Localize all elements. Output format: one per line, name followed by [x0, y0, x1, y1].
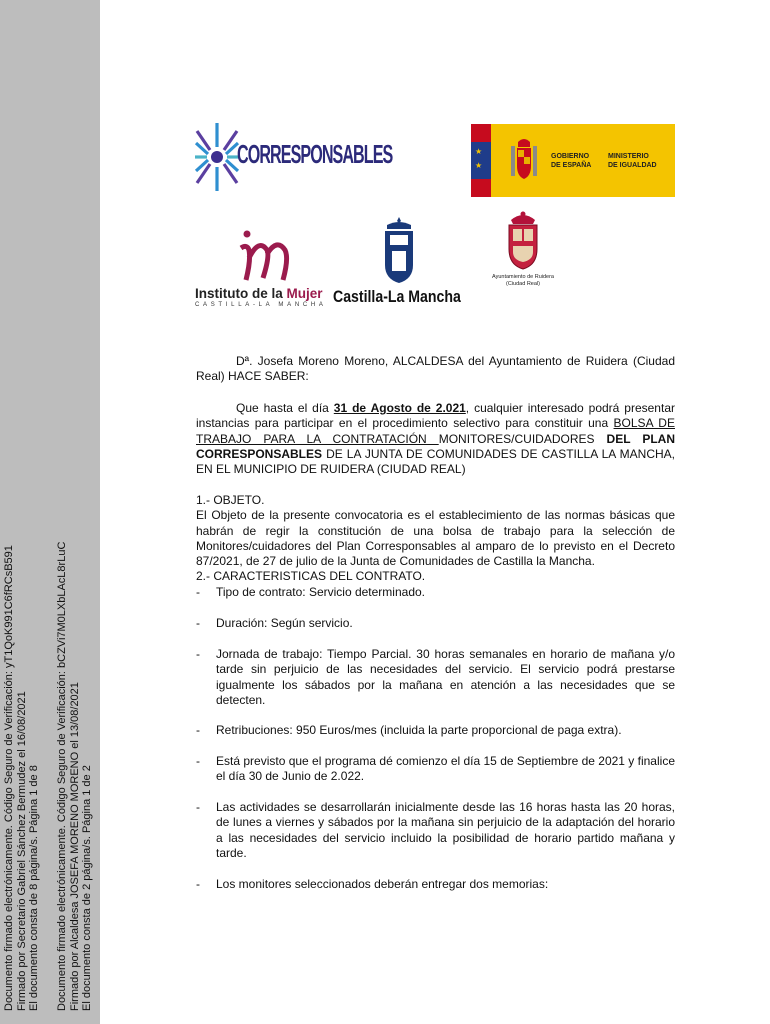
announcement-paragraph: Que hasta el día 31 de Agosto de 2.021, cualquier interesado podrá presentar instancias para participar en el procedimiento selectivo para constituir una BOLSA DE TRABAJO PARA LA CONTRATACIÓN MONITORES/CUIDADORES DEL PLAN CORRESPONSABLES DE LA JUNTA DE COMUNIDADES DE CASTILLA LA MANCHA, EN EL MUNICIPIO DE RUIDERA (CIUDAD REAL): [196, 401, 675, 477]
intro-paragraph: Dª. Josefa Moreno Moreno, ALCALDESA del Ayuntamiento de Ruidera (Ciudad Real) HACE SABER:: [196, 354, 675, 384]
ayuntamiento-ruidera-logo: [483, 210, 563, 290]
list-item: - Los monitores seleccionados deberán entregar dos memorias:: [196, 877, 549, 891]
list-item: - Retribuciones: 950 Euros/mes (incluida la parte proporcional de paga extra).: [196, 723, 622, 737]
signature-block-secretario: [3, 545, 41, 1011]
list-item: - Tipo de contrato: Servicio determinado.: [196, 585, 425, 599]
list-item: - Duración: Según servicio.: [196, 616, 353, 630]
im-monogram-icon: [233, 228, 313, 286]
signature-line: Documento firmado electrónicamente. Código Seguro de Verificación: yT1QoK991C6fRCsB591: [3, 545, 15, 1011]
svg-text:★: ★: [475, 161, 483, 170]
gobierno-label: GOBIERNO DE ESPAÑA: [551, 153, 592, 169]
svg-text:★: ★: [475, 147, 483, 156]
eu-flag-icon: [471, 124, 491, 197]
section-objeto: [196, 493, 675, 585]
signature-line: Firmado por Secretario Gabriel Sánchez Bermudez el 16/08/2021: [15, 691, 28, 1011]
instituto-mujer-subtitle: CASTILLA-LA MANCHA: [195, 302, 327, 308]
castilla-la-mancha-logo: [333, 215, 468, 310]
signature-line: El documento consta de 2 página/s. Página 1 de 2: [81, 765, 93, 1011]
signature-block-alcaldesa: [56, 542, 94, 1011]
ruidera-shield-icon: [503, 210, 543, 272]
list-item: - Está previsto que el programa dé comienzo el día 15 de Septiembre de 2021 y finalice el día 30 de Junio de 2.022.: [196, 754, 675, 784]
clm-shield-icon: [381, 215, 417, 285]
signature-line: Documento firmado electrónicamente. Código Seguro de Verificación: bCZVi7M0LXbLAcL8rLuC: [56, 541, 68, 1011]
ministerio-label: MINISTERIO DE IGUALDAD: [608, 153, 657, 169]
list-item: - Las actividades se desarrollarán inicialmente desde las 16 horas hasta las 20 horas, de lunes a viernes y sábados por la mañana sin perjuicio de la adaptación del horario a las necesidades del servicio incluido la posibilidad de horario partido mañana y tarde.: [196, 800, 675, 860]
coat-of-arms-icon: [509, 136, 539, 188]
corresponsables-wordmark: CORRESPONSABLES: [237, 139, 393, 169]
gobierno-espana-logo: [471, 124, 675, 197]
ayuntamiento-location: (Ciudad Real): [506, 281, 540, 287]
ayuntamiento-name: Ayuntamiento de Ruidera: [492, 274, 554, 280]
instituto-mujer-wordmark: Instituto de la Mujer: [195, 286, 323, 301]
clm-wordmark: Castilla-La Mancha: [333, 287, 461, 306]
section-title: 1.- OBJETO.: [196, 493, 265, 507]
deadline-date: 31 de Agosto de 2.021: [333, 401, 466, 415]
signature-line: El documento consta de 8 página/s. Página 1 de 8: [28, 765, 40, 1011]
list-item: - Jornada de trabajo: Tiempo Parcial. 30 horas semanales en horario de mañana y/o tarde sin perjuicio de las necesidades del servicio. El servicio podrá prestarse igualmente los sábados por la mañana en atención a las necesidades que se detecten.: [196, 647, 675, 707]
instituto-mujer-logo: [195, 228, 335, 310]
corresponsables-logo: [195, 117, 393, 197]
corresponsables-emblem-icon: [195, 117, 239, 197]
section-title: 2.- CARACTERISTICAS DEL CONTRATO.: [196, 569, 426, 584]
stars-icon: [471, 124, 491, 197]
signature-line: Firmado por Alcaldesa JOSEFA MORENO MORENO el 13/08/2021: [68, 682, 81, 1011]
section-body: El Objeto de la presente convocatoria es el establecimiento de las normas básicas que habrán de regir la constitución de una bolsa de trabajo para la selección de Monitores/cuidadores del Plan Corresponsables al amparo de lo previsto en el Decreto 87/2021, de 27 de julio de la Junta de Comunidades de Castilla la Mancha.: [196, 508, 675, 569]
